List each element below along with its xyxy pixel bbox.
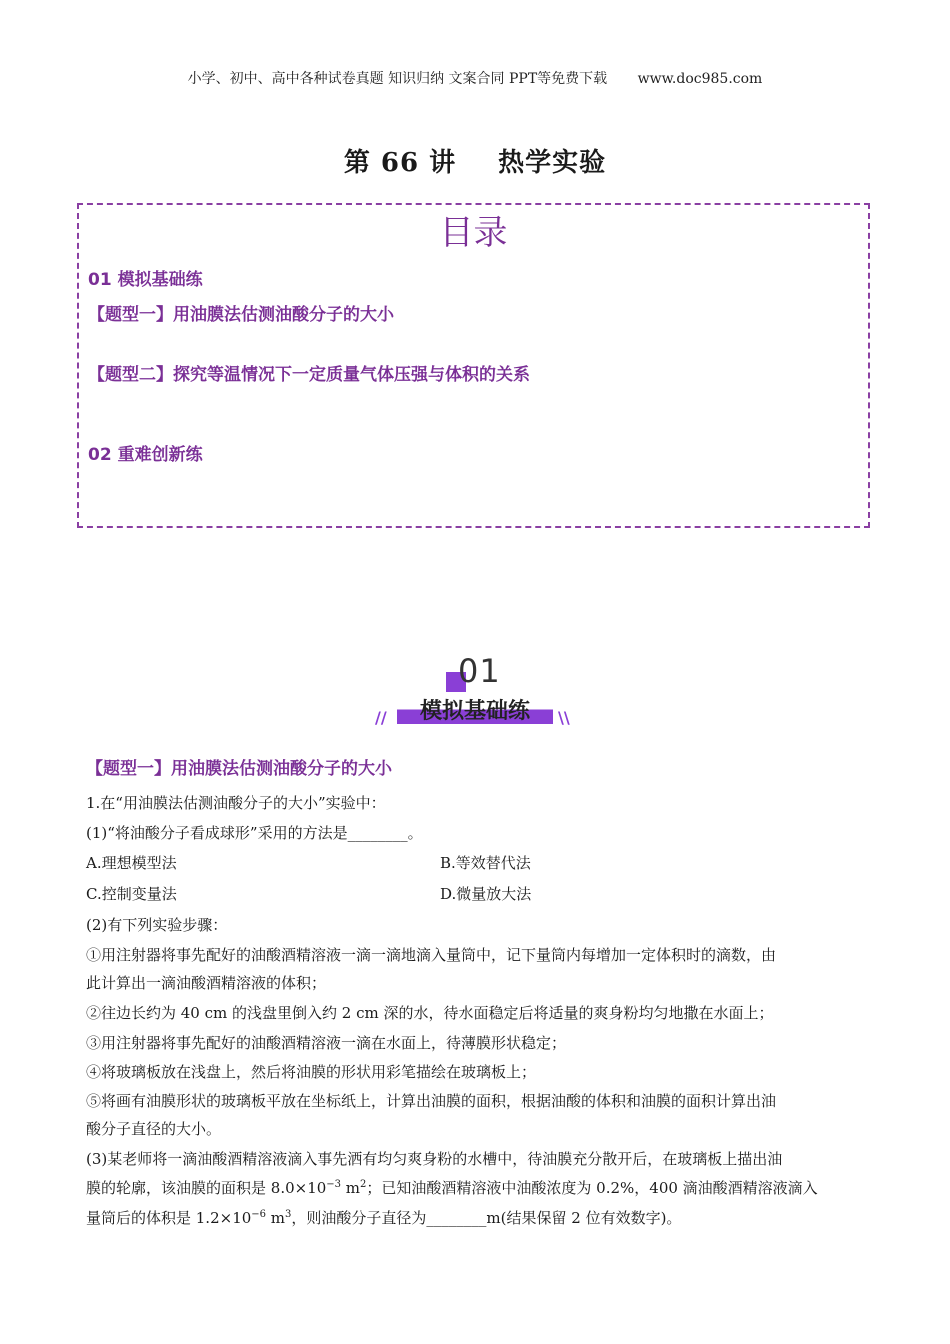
toc-item-type-2[interactable]: 【题型二】探究等温情况下一定质量气体压强与体积的关系 [88,365,530,385]
option-b: B.等效替代法 [440,854,531,872]
toc-item-section-02[interactable]: 02 重难创新练 [88,445,203,465]
question-part-3-line-3: 量筒后的体积是 $1.2\times 10^{-6}$ $m^3$，则油酸分子直径为________m(结果保留 2 位有效数字)。 [86,1209,682,1227]
step-1-line-2: 此计算出一滴油酸酒精溶液的体积； [86,974,327,992]
step-3: ③用注射器将事先配好的油酸酒精溶液一滴在水面上，待薄膜形状稳定； [86,1034,567,1052]
step-2: ②往边长约为 40 cm 的浅盘里倒入约 2 cm 深的水，待水面稳定后将适量的爽身粉均匀地撒在水面上； [86,1004,774,1022]
page-title [0,142,950,179]
question-part-3-line-1: (3)某老师将一滴油酸酒精溶液滴入事先洒有均匀爽身粉的水槽中，待油膜充分散开后，在玻璃板上描出油 [86,1150,783,1168]
option-a: A.理想模型法 [86,854,177,872]
step-4: ④将玻璃板放在浅盘上，然后将油膜的形状用彩笔描绘在玻璃板上； [86,1063,537,1081]
section-label: 模拟基础练 [419,699,530,724]
question-part-1: (1)“将油酸分子看成球形”采用的方法是________。 [86,824,423,842]
section-number: 01 [458,652,501,690]
section-badge [375,650,575,735]
lecture-number: 第 66 讲 [343,148,457,178]
option-c: C.控制变量法 [86,885,177,903]
step-5-line-2: 酸分子直径的大小。 [86,1120,222,1138]
header-site-link[interactable]: www.doc985.com [637,71,763,87]
toc-title: 目录 [439,213,508,253]
lecture-topic: 热学实验 [498,148,607,178]
option-d: D.微量放大法 [440,885,532,903]
header-text: 小学、初中、高中各种试卷真题 知识归纳 文案合同 PPT等免费下载 [187,71,608,87]
question-part-2: (2)有下列实验步骤： [86,916,228,934]
slash-decoration-right: \\ [558,708,570,727]
toc-item-section-01[interactable]: 01 模拟基础练 [88,270,203,290]
step-5-line-1: ⑤将画有油膜形状的玻璃板平放在坐标纸上，计算出油膜的面积，根据油酸的体积和油膜的面积计算出油 [86,1092,777,1110]
slash-decoration-left: // [375,708,387,727]
question-type-heading: 【题型一】用油膜法估测油酸分子的大小 [86,759,392,779]
table-of-contents [77,203,870,528]
step-1-line-1: ①用注射器将事先配好的油酸酒精溶液一滴一滴地滴入量筒中，记下量筒内每增加一定体积时的滴数，由 [86,946,777,964]
toc-item-type-1[interactable]: 【题型一】用油膜法估测油酸分子的大小 [88,305,394,325]
question-part-3-line-2: 膜的轮廓，该油膜的面积是 $8.0\times 10^{-3}$ $m^2$；已知油酸酒精溶液中油酸浓度为 0.2%，400 滴油酸酒精溶液滴入 [86,1179,818,1197]
page-header [0,68,950,88]
question-intro: 1.在“用油膜法估测油酸分子的大小”实验中： [86,794,386,812]
